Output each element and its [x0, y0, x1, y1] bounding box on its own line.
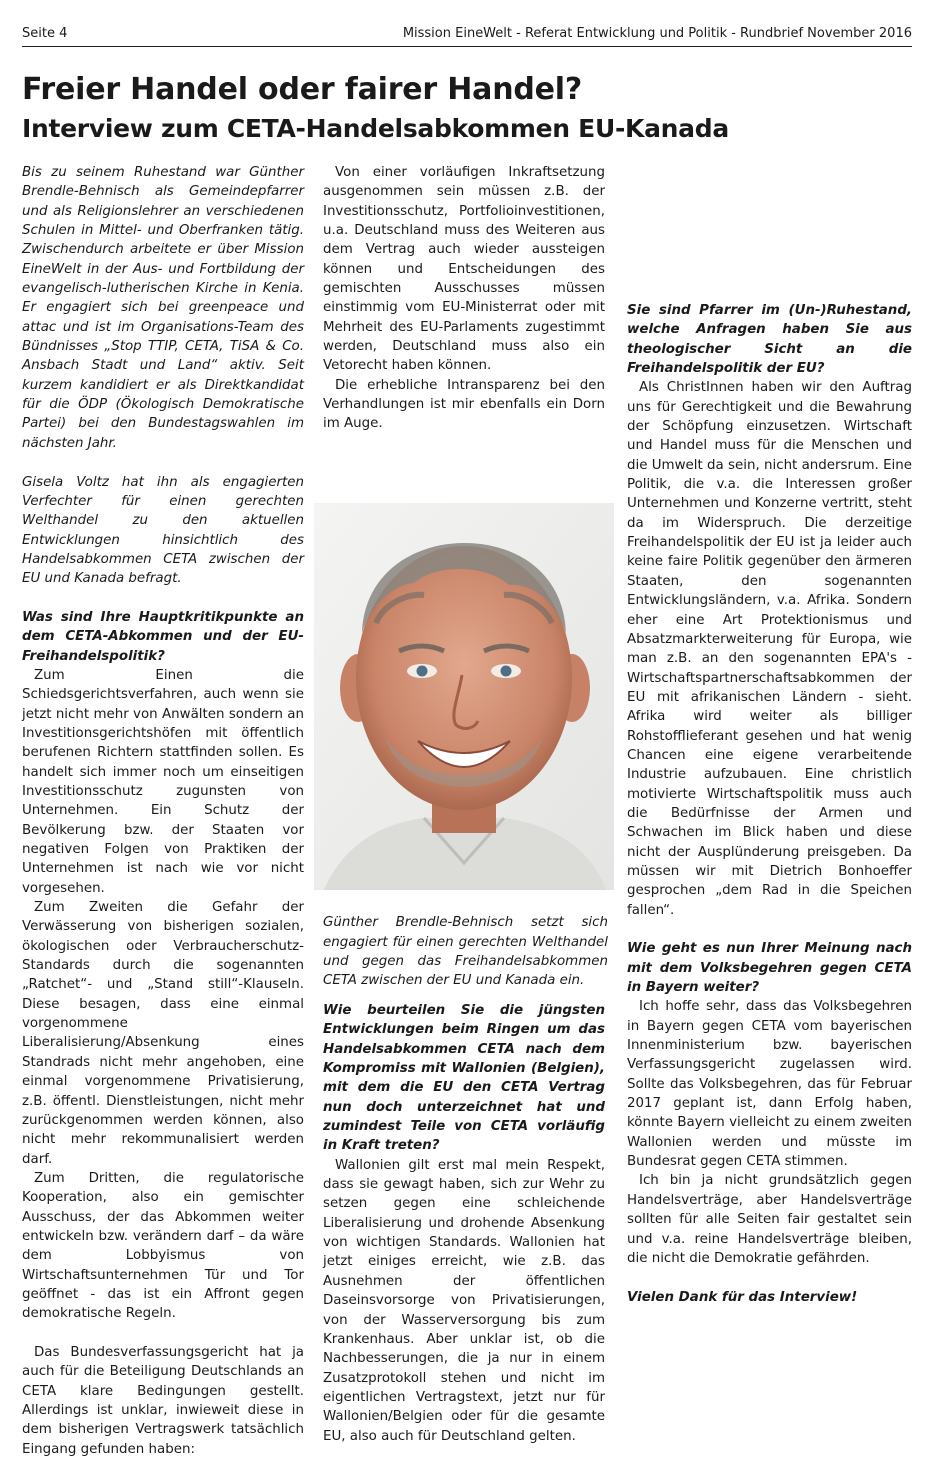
answer-4-paragraph: Ich bin ja nicht grundsätzlich gegen Handelsverträge, aber Handelsverträge sollten für alle Seiten fair gestaltet sein und v.a. reine Handelsverträge bleiben, die nicht die Demokratie gefährden.	[627, 1173, 912, 1266]
question-1: Was sind Ihre Hauptkritikpunkte an dem CETA-Abkommen und der EU-Freihandelspolitik?	[22, 609, 304, 664]
column-1	[22, 163, 304, 1459]
column-2-bottom	[323, 1001, 605, 1446]
page-number: Seite 4	[22, 26, 68, 41]
answer-1-paragraph: Zum Dritten, die regulatorische Kooperation, also ein gemischter Ausschuss, der das Abkommen weiter entwickeln bzw. verändern darf – da wäre dem Lobbyismus von Wirtschaftsunternehmen Tür und Tor geöffnet - das ist ein Affront gegen demokratische Regeln.	[22, 1170, 304, 1322]
intro-paragraph: Bis zu seinem Ruhestand war Günther Brendle-Behnisch als Gemeindepfarrer und als Religionslehrer an verschiedenen Schulen in Mittel- und Oberfranken tätig. Zwischendurch arbeitete er über Mission EineWelt in der Aus- und Fortbildung der evangelisch-lutherischen Kirche in Kenia. Er engagiert sich bei greenpeace und attac und ist im Organisations-Team des Bündnisses „Stop TTIP, CETA, TiSA & Co. Ansbach Stadt und Land“ aktiv. Seit kurzem kandidiert er als Direktkandidat für die ÖDP (Ökologisch Demokratische Partei) bei den Bundestagswahlen im nächsten Jahr.	[22, 165, 304, 451]
portrait-photo	[314, 503, 614, 890]
intro-interviewer: Gisela Voltz hat ihn als engagierten Verfechter für einen gerechten Welthandel zu den aktuellen Entwicklungen hinsichtlich des Handelsabkommen CETA zwischen der EU und Kanada befragt.	[22, 474, 304, 587]
column-3	[627, 163, 912, 1307]
photo-caption: Günther Brendle-Behnisch setzt sich engagiert für einen gerechten Welthandel und gegen das Freihandelsabkommen CETA zwischen der EU und Kanada ein.	[323, 915, 608, 989]
newsletter-info: Mission EineWelt - Referat Entwicklung und Politik - Rundbrief November 2016	[402, 26, 912, 41]
article-subtitle: Interview zum CETA-Handelsabkommen EU-Kanada	[22, 114, 729, 143]
column-2	[323, 163, 605, 434]
answer-1-paragraph: Von einer vorläufigen Inkraftsetzung ausgenommen sein müssen z.B. der Investitionsschutz, Portfolioinvestitionen, u.a. Deutschland muss des Weiteren aus dem Vertrag auch wieder aussteigen können und Entscheidungen des gemischten Ausschusses müssen einstimmig vom EU-Ministerrat oder mit Mehrheit des EU-Parlaments zugestimmt werden, Deutschland muss also ein Vetorecht haben können.	[323, 165, 605, 374]
answer-1-paragraph: Die erhebliche Intransparenz bei den Verhandlungen ist mir ebenfalls ein Dorn im Auge.	[323, 377, 605, 432]
question-3: Sie sind Pfarrer im (Un-)Ruhestand, welche Anfragen haben Sie aus theologischer Sicht an die Freihandelspolitik der EU?	[627, 303, 912, 377]
answer-1-paragraph: Das Bundesverfassungsgericht hat ja auch für die Beteiligung Deutschlands an CETA klare Bedingungen gestellt. Allerdings ist unklar, inwieweit diese in dem bisherigen Vertragswerk tatsächlich Eingang gefunden haben:	[22, 1344, 304, 1457]
answer-4-paragraph: Ich hoffe sehr, dass das Volksbegehren in Bayern gegen CETA vom bayerischen Innenministerium bzw. bayerischen Verfassungsgericht zugelassen wird. Sollte das Volksbegehren, das für Februar 2017 geplant ist, dann Erfolg haben, könnte Bayern vielleicht zu einem zweiten Wallonien werden und müsste im Bundesrat gegen CETA stimmen.	[627, 999, 912, 1170]
question-2: Wie beurteilen Sie die jüngsten Entwicklungen beim Ringen um das Handelsabkommen CETA nach dem Kompromiss mit Wallonien (Belgien), mit dem die EU den CETA Vertrag nun doch unterzeichnet hat und zumindest Teile von CETA vorläufig in Kraft treten?	[323, 1003, 605, 1154]
closing-thanks: Vielen Dank für das Interview!	[627, 1289, 858, 1305]
answer-3: Als ChristInnen haben wir den Auftrag uns für Gerechtigkeit und die Bewahrung der Schöpfung einzusetzen. Wirtschaft und Handel muss für die Menschen und die Umwelt da sein, nicht andersrum. Eine Politik, die v.a. die Interessen großer Unternehmen und Konzerne vertritt, steht da im Widerspruch. Die derzeitige Freihandelspolitik der EU ist ja leider auch keine faire Politik gegenüber den ärmeren Staaten, den sogenannten Entwicklungsländern, v.a. Afrika. Sondern eher eine Art Protektionismus und Absatzmarkterweiterung für Europa, wie man z.B. an den sogenannten EPA's - Wirtschaftspartnerschaftsabkommen der EU mit afrikanischen Ländern - sieht. Afrika wird weiter als billiger Rohstofflieferant gesehen und hat wenig Chancen eine eigene verarbeitende Industrie aufzubauen. Eine christlich motivierte Wirtschaftspolitik muss auch die Bedürfnisse der Armen und Schwachen im Blick haben und diese nicht der Ausplünderung preisgeben. Da müssen wir mit Dietrich Bonhoeffer gesprochen „dem Rad in die Speichen fallen“.	[627, 380, 912, 918]
page-header	[22, 26, 912, 47]
answer-2: Wallonien gilt erst mal mein Respekt, dass sie gewagt haben, sich zur Wehr zu setzen gegen eine schleichende Liberalisierung und drohende Absenkung von wichtigen Standards. Wallonien hat jetzt einiges erreicht, wie z.B. das Ausnehmen der öffentlichen Daseinsvorsorge von Privatisierungen, von der Wasserversorgung bis zum Krankenhaus. Aber unklar ist, ob die Nachbesserungen, die ja nur in einem Zusatzprotokoll stehen und nicht im eigentlichen Vertragstext, jetzt nur für Wallonien/Belgien oder für die gesamte EU, also auch für Deutschland gelten.	[323, 1157, 605, 1444]
answer-1-paragraph: Zum Einen die Schiedsgerichtsverfahren, auch wenn sie jetzt nicht mehr von Anwälten sondern an Investitionsgerichtshöfen mit öffentlich berufenen Richtern stattfinden sollen. Es handelt sich immer noch um einseitigen Investitionsschutz zugunsten von Unternehmen. Ein Schutz der Bevölkerung bzw. der Staaten vor negativen Folgen von Praktiken der Unternehmen ist nach wie vor nicht vorgesehen.	[22, 667, 304, 896]
article-title: Freier Handel oder fairer Handel?	[22, 72, 583, 107]
answer-1-paragraph: Zum Zweiten die Gefahr der Verwässerung von bisherigen sozialen, ökologischen oder Verbraucherschutz-Standards durch die sogenannten „Ratchet“- und „Stand still“-Klauseln. Diese besagen, dass eine einmal vorgenommene Liberalisierung/Absenkung eines Standrads nicht mehr angehoben, eine einmal vorgenommene Privatisierung, z.B. öffentl. Dienstleistungen, nicht mehr zurückgenommen werden können, also nicht mehr rekommunalisiert werden darf.	[22, 900, 304, 1167]
question-4: Wie geht es nun Ihrer Meinung nach mit dem Volksbegehren gegen CETA in Bayern weiter?	[627, 941, 912, 996]
